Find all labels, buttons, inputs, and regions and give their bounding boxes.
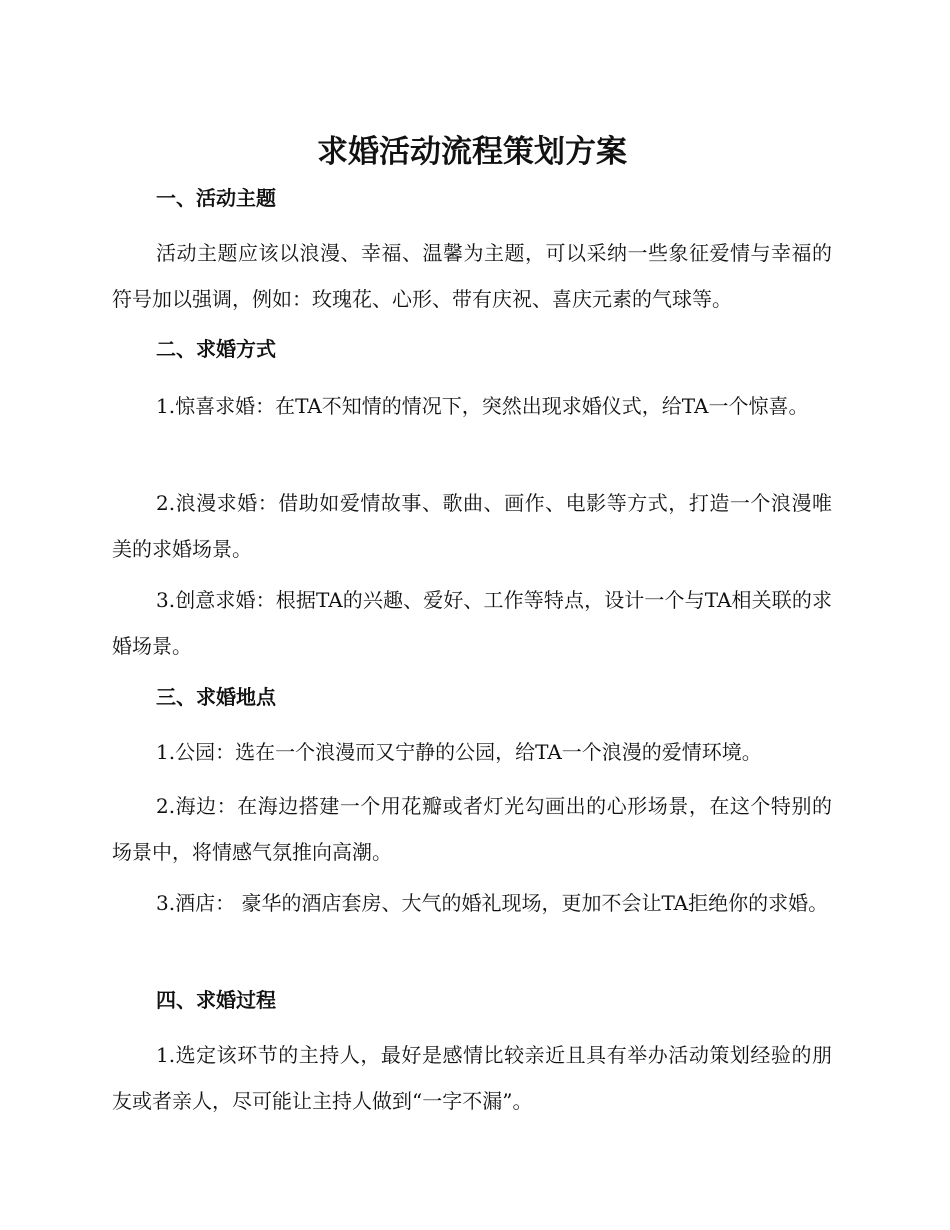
section-heading-method: 二、求婚方式: [156, 337, 276, 361]
document-title: 求婚活动流程策划方案: [317, 134, 627, 170]
document-page: [112, 0, 832, 1230]
paragraph-theme: 活动主题应该以浪漫、幸福、温馨为主题，可以采纳一些象征爱情与幸福的符号加以强调，例如：玫瑰花、心形、带有庆祝、喜庆元素的气球等。: [112, 241, 832, 311]
paragraph-method-3: 3.创意求婚：根据TA的兴趣、爱好、工作等特点，设计一个与TA相关联的求婚场景。: [112, 588, 832, 658]
paragraph-location-3: 3.酒店： 豪华的酒店套房、大气的婚礼现场，更加不会让TA拒绝你的求婚。: [156, 891, 829, 915]
paragraph-location-1: 1.公园：选在一个浪漫而又宁静的公园，给TA一个浪漫的爱情环境。: [156, 740, 762, 764]
paragraph-process-1: 1.选定该环节的主持人，最好是感情比较亲近且具有举办活动策划经验的朋友或者亲人，尽可能让主持人做到“一字不漏”。: [112, 1043, 832, 1113]
paragraph-method-2: 2.浪漫求婚：借助如爱情故事、歌曲、画作、电影等方式，打造一个浪漫唯美的求婚场景。: [112, 491, 832, 561]
paragraph-location-2: 2.海边：在海边搭建一个用花瓣或者灯光勾画出的心形场景，在这个特别的场景中，将情感气氛推向高潮。: [112, 794, 832, 864]
paragraph-method-1: 1.惊喜求婚：在TA不知情的情况下，突然出现求婚仪式，给TA一个惊喜。: [156, 394, 809, 418]
section-heading-process: 四、求婚过程: [156, 988, 276, 1012]
section-heading-location: 三、求婚地点: [156, 685, 276, 709]
section-heading-theme: 一、活动主题: [156, 186, 276, 210]
